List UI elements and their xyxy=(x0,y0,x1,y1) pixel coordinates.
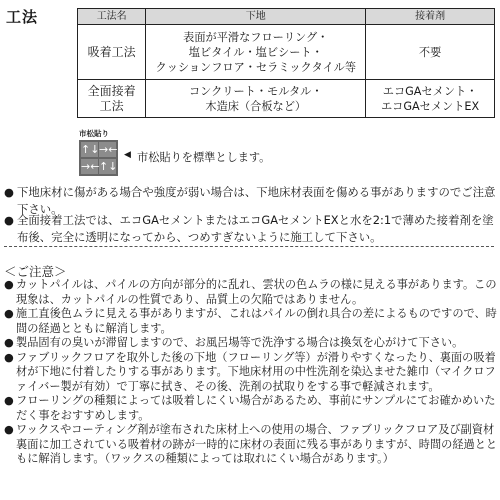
section-title: 工法 xyxy=(6,8,39,26)
base-line: クッションフロア・セラミックタイル等 xyxy=(155,60,357,74)
note-marker: ● xyxy=(4,278,14,291)
note-marker: ● xyxy=(4,350,14,364)
adhesive-line: エコGAセメントEX xyxy=(380,99,480,113)
base-cell xyxy=(146,25,366,80)
bullet-item xyxy=(4,212,496,246)
note-text: カットパイルは、パイルの方向が部分的に乱れ、雲状の色ムラの様に見える事があります。この現象は、カットパイルの性質であり、品質上の欠陥ではありません。 xyxy=(16,278,497,306)
caution-title: ＜ご注意＞ xyxy=(4,264,67,279)
method-name-line: 工法 xyxy=(99,98,124,113)
bullet-text: 全面接着工法では、エコGAセメントまたはエコGAセメントEXと水を2:1で薄めた接着剤を塗布後、完全に透明になってから、つめすぎないように施工して下さい。 xyxy=(17,213,494,244)
pattern-cell: →← xyxy=(81,160,100,173)
note-marker: ● xyxy=(4,336,14,349)
section-divider xyxy=(4,246,494,247)
pattern-cell: ↑↓ xyxy=(81,143,100,156)
bullet-text: 下地床材に傷がある場合や強度が弱い場合は、下地床材表面を傷める事がありますのでご注意下さい。 xyxy=(17,185,496,216)
note-text: フローリングの種類によっては吸着しにくい場合があるため、事前にサンプルにてお確かめいただく事をおすすめします。 xyxy=(16,394,496,422)
base-line: コンクリート・モルタル・ xyxy=(188,84,323,98)
checkerboard-pattern-icon xyxy=(79,140,118,176)
note-marker: ● xyxy=(4,423,14,436)
note-text: ワックスやコーティング剤が塗布された床材上への使用の場合、ファブリックフロア及び副資材裏面に加工されている吸着材の跡が一時的に床材の表面に残る事がありますが、時間の経過とともに解消します。（ワックスの種類によっては取れにくい場合があります。） xyxy=(16,423,498,465)
note-text: ファブリックフロアを取外した後の下地（フローリング等）が滑りやすくなったり、裏面の吸着材が下地に付着したりする事があります。下地床材用の中性洗剤を染込ませた雑巾（マイクロファイバー製が有効）で丁寧に拭き、その後、洗剤の拭取りをする事で軽減されます。 xyxy=(16,350,496,393)
adhesive-line: エコGAセメント・ xyxy=(382,84,478,98)
method-table xyxy=(77,8,495,118)
note-item xyxy=(4,278,498,307)
pattern-label: 市松貼り xyxy=(79,129,109,138)
note-item xyxy=(4,307,498,336)
table-header-row xyxy=(78,9,495,25)
base-line: 塩ビタイル・塩ビシート・ xyxy=(188,45,323,59)
base-line: 表面が平滑なフローリング・ xyxy=(183,30,329,44)
note-item xyxy=(4,336,498,351)
note-marker: ● xyxy=(4,394,14,407)
note-item xyxy=(4,351,498,395)
method-name: 吸着工法 xyxy=(78,25,146,80)
pattern-cell: ↑↓ xyxy=(99,160,118,173)
adhesive-line: 不要 xyxy=(418,45,442,59)
table-row xyxy=(78,80,495,118)
table-row xyxy=(78,25,495,80)
bullet-marker: ● xyxy=(4,185,14,199)
pointer-icon: ◀ xyxy=(124,150,131,160)
note-item xyxy=(4,423,498,467)
adhesive-cell xyxy=(366,25,495,80)
bullet-marker: ● xyxy=(4,213,14,227)
caution-notes xyxy=(4,278,498,467)
base-line: 木造床（合板など） xyxy=(205,99,307,113)
header-base: 下地 xyxy=(146,9,366,25)
note-item xyxy=(4,394,498,423)
note-text: 製品固有の臭いが滞留しますので、お風呂場等で洗浄する場合は換気を心がけて下さい。 xyxy=(16,336,464,349)
pattern-cell: →← xyxy=(99,143,118,156)
header-adhesive: 接着剤 xyxy=(366,9,495,25)
base-cell xyxy=(146,80,366,118)
note-marker: ● xyxy=(4,307,14,320)
pattern-note: 市松貼りを標準とします。 xyxy=(137,151,271,164)
method-name xyxy=(78,80,146,118)
note-text: 施工直後色ムラに見える事がありますが、これはパイルの倒れ具合の差によるものですので、時間の経過とともに解消します。 xyxy=(16,307,497,335)
header-method-name: 工法名 xyxy=(78,9,146,25)
adhesive-cell xyxy=(366,80,495,118)
method-name-line: 全面接着 xyxy=(87,83,136,98)
